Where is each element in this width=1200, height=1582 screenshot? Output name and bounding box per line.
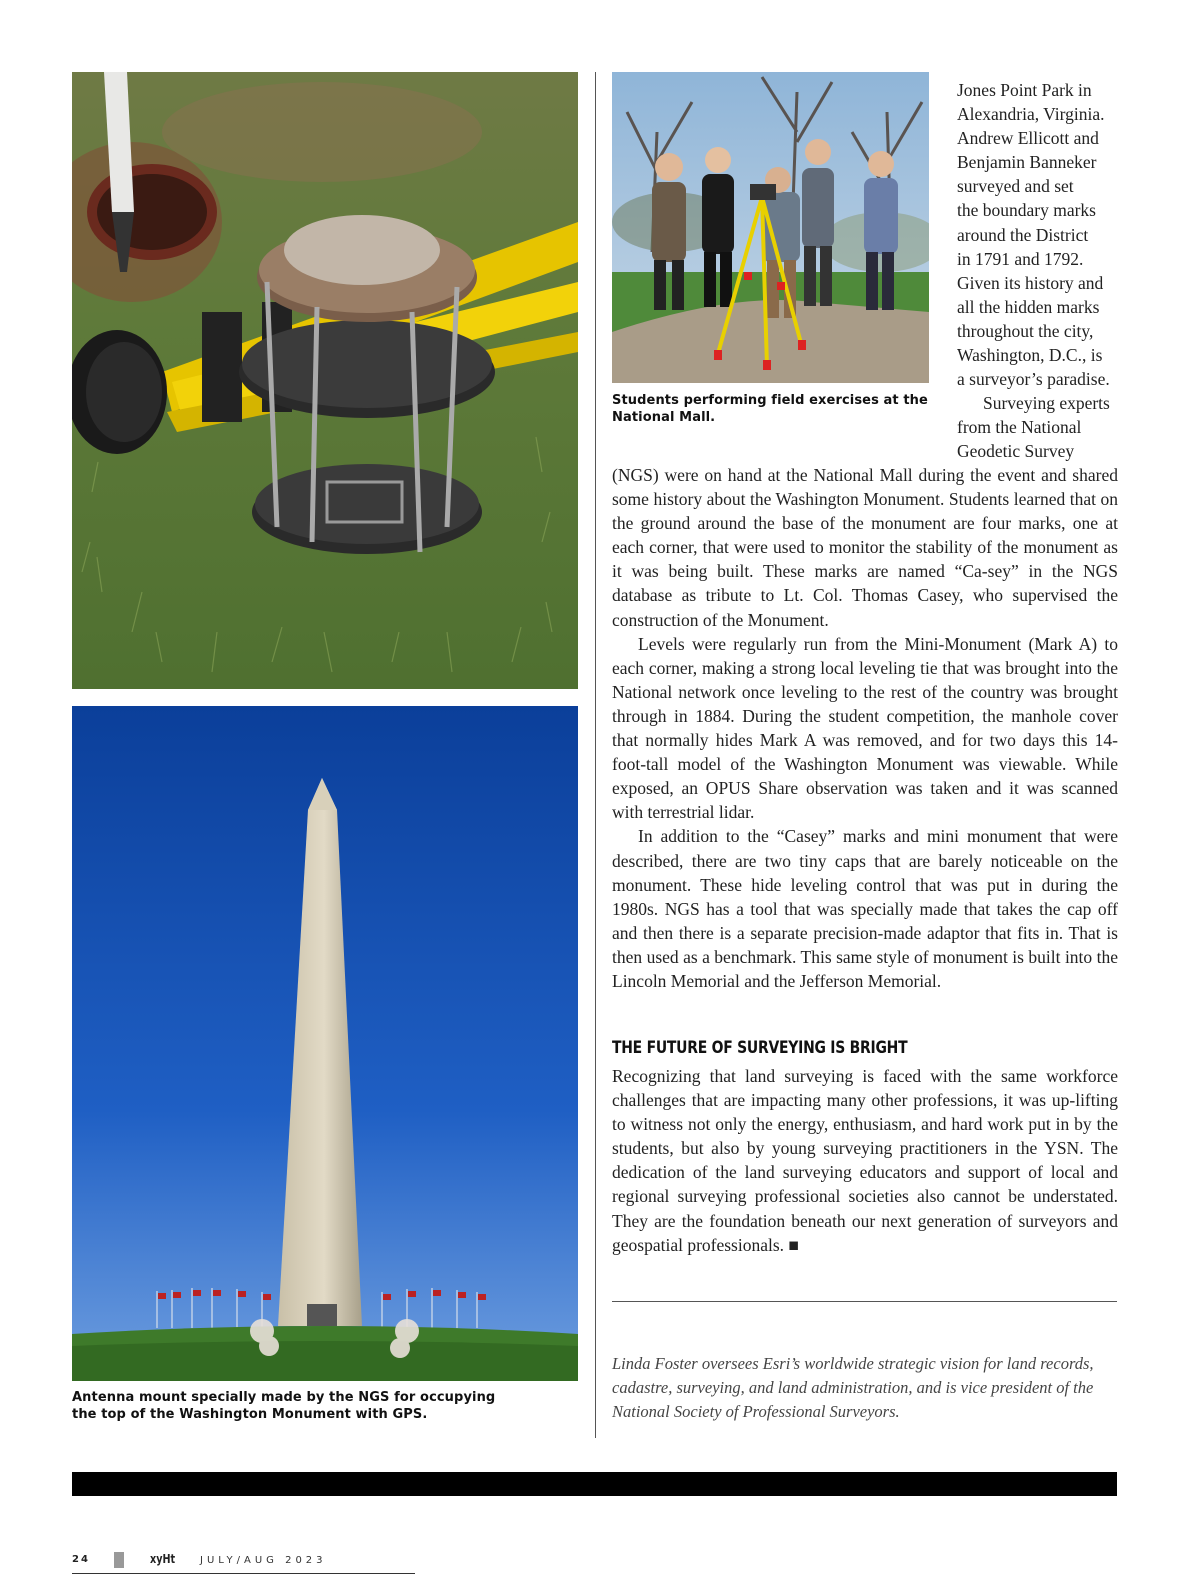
students-caption: Students performing field exercises at the National Mall. <box>612 393 928 425</box>
antenna-mount-caption: Antenna mount specially made by the NGS for occupying the top of the Washington Monument with GPS. <box>72 1390 496 1422</box>
article-paragraph: In addition to the “Casey” marks and mini monument that were described, there are two tiny caps that are barely noticeable on the monument. These hide leveling control that was put in during the 1980s. NGS has a tool that was specially made that takes the cap off and then there is a separate precision-made adaptor that fits in. That is then used as a benchmark. This same style of monument is built into the Lincoln Memorial and the Jefferson Memorial. <box>612 826 1118 991</box>
antenna-mount-illustration <box>72 72 578 689</box>
page-footer <box>72 1551 415 1574</box>
footer-block-icon <box>114 1552 124 1568</box>
section-heading: THE FUTURE OF SURVEYING IS BRIGHT <box>612 1038 908 1058</box>
footer-bar <box>72 1472 1117 1496</box>
washington-monument-photo <box>72 706 578 1381</box>
text-line: Given its history and <box>957 272 1104 293</box>
text-line: from the National <box>957 417 1082 438</box>
text-line: all the hidden marks <box>957 296 1100 317</box>
text-line: Benjamin Banneker <box>957 152 1097 173</box>
text-line: surveyed and set <box>957 176 1074 197</box>
text-line: Surveying experts <box>983 393 1110 414</box>
text-line: the boundary marks <box>957 200 1096 221</box>
text-line: in 1791 and 1792. <box>957 248 1084 269</box>
article-body-future <box>612 1064 1118 1257</box>
students-photo <box>612 72 929 383</box>
author-bio: Linda Foster oversees Esri’s worldwide strategic vision for land records, cadastre, surveying, and land administration, and is vice president of the National Society of Professional Surveyors. <box>612 1354 1094 1421</box>
article-paragraph: Levels were regularly run from the Mini-Monument (Mark A) to each corner, making a strong local leveling tie that was brought into the National network once leveling to the rest of the country was brought through in 1884. During the student competition, the manhole cover that normally hides Mark A was removed, and for two days this 14-foot-tall model of the Washington Monument was viewable. While exposed, an OPUS Share observation was taken and it was scanned with terrestrial lidar. <box>612 633 1118 823</box>
text-line: a surveyor’s paradise. <box>957 369 1110 390</box>
page-number: 24 <box>72 1554 90 1565</box>
magazine-name: xyHt <box>150 1552 176 1566</box>
article-paragraph: (NGS) were on hand at the National Mall during the event and shared some history about the Washington Monument. Students learned that on the ground around the base of the monument are four marks, one at each corner, that were used to monitor the stability of the monument as it was being built. These marks are named “Ca-sey” in the NGS database as tribute to Lt. Col. Thomas Casey, who supervised the construction of the Monument. <box>612 465 1118 630</box>
monument-illustration <box>72 706 578 1381</box>
text-line: throughout the city, <box>957 320 1094 341</box>
text-line: Washington, D.C., is <box>957 345 1103 366</box>
article-intro-narrow <box>957 78 1117 464</box>
article-paragraph: Recognizing that land surveying is faced with the same workforce challenges that are impacting many other professions, it was up-lifting to witness not only the energy, enthusiasm, and hard work put in by the students, but also by young surveying practitioners in the YSN. The dedication of the land surveying educators and support of local and regional surveying professional societies also cannot be understated. They are the foundation beneath our next generation of surveyors and geospatial professionals. ■ <box>612 1066 1118 1255</box>
bio-divider <box>612 1301 1117 1302</box>
text-line: Jones Point Park in <box>957 80 1092 100</box>
text-line: Geodetic Survey <box>957 441 1075 462</box>
text-line: Andrew Ellicott and <box>957 128 1099 149</box>
students-illustration <box>612 72 929 383</box>
article-body <box>612 463 1118 993</box>
issue-date: JULY/AUG 2023 <box>200 1555 327 1566</box>
column-divider <box>595 72 596 1438</box>
text-line: Alexandria, Virginia. <box>957 104 1105 125</box>
text-line: around the District <box>957 224 1089 245</box>
antenna-mount-photo <box>72 72 578 689</box>
